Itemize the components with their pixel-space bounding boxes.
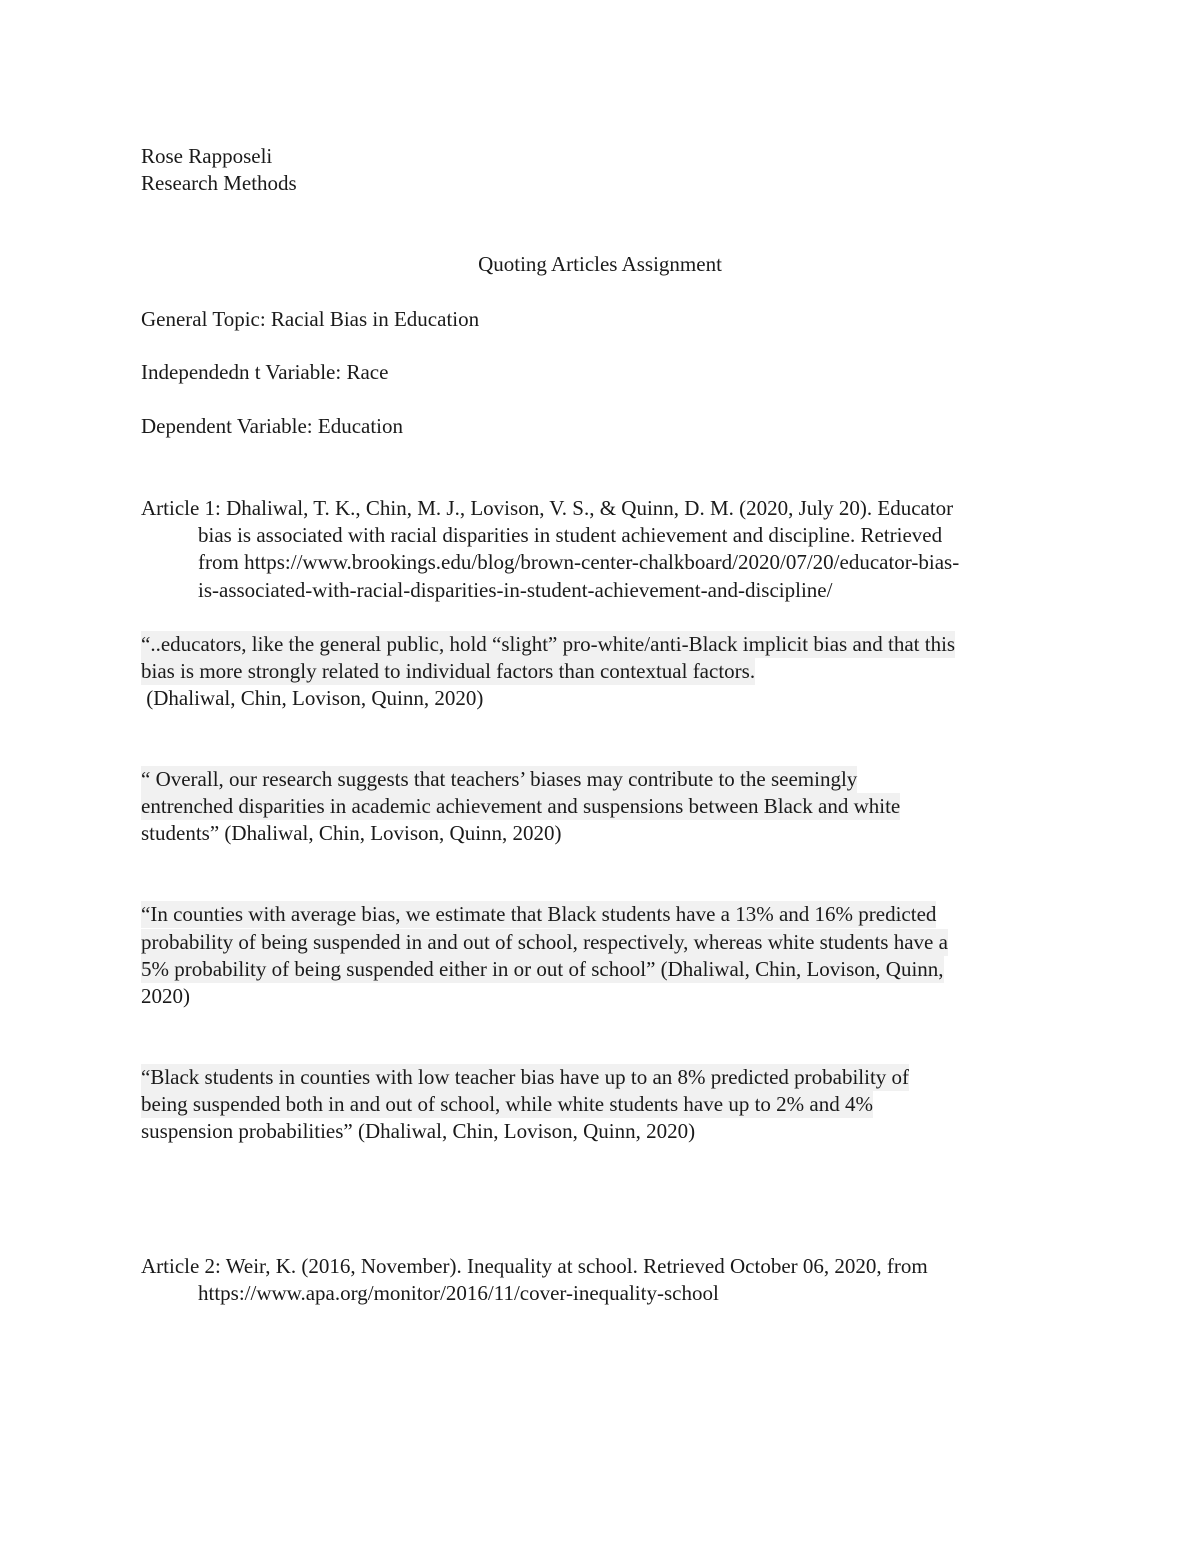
page-title: Quoting Articles Assignment (478, 252, 722, 276)
citation-line: from https://www.brookings.edu/blog/brown-center-chalkboard/2020/07/20/educator-bias- (198, 550, 960, 574)
quote-line: “Black students in counties with low teacher bias have up to an 8% predicted probability of (141, 1065, 910, 1089)
quote-line: probability of being suspended in and out of school, respectively, whereas white students have a (141, 930, 948, 954)
quote-line: being suspended both in and out of school, while white students have up to 2% and 4% (141, 1092, 873, 1116)
citation-line: Article 1: Dhaliwal, T. K., Chin, M. J., Lovison, V. S., & Quinn, D. M. (2020, July 20). Educator (141, 496, 954, 520)
quote-line: 5% probability of being suspended either in or out of school” (Dhaliwal, Chin, Lovison, Quinn, (141, 957, 944, 981)
quote-citation: (Dhaliwal, Chin, Lovison, Quinn, 2020) (141, 686, 484, 710)
citation-line: Article 2: Weir, K. (2016, November). Inequality at school. Retrieved October 06, 2020, from (141, 1254, 928, 1278)
quote-line: “ Overall, our research suggests that teachers’ biases may contribute to the seemingly (141, 767, 858, 791)
citation-line: bias is associated with racial disparities in student achievement and discipline. Retrieved (198, 523, 943, 547)
quote-line: suspension probabilities” (Dhaliwal, Chin, Lovison, Quinn, 2020) (141, 1119, 696, 1143)
quote-line: bias is more strongly related to individual factors than contextual factors. (141, 659, 756, 683)
course-name: Research Methods (141, 171, 297, 195)
quote-line: “In counties with average bias, we estimate that Black students have a 13% and 16% predicted (141, 902, 937, 926)
independent-variable: Independedn t Variable: Race (141, 360, 389, 384)
quote-line: entrenched disparities in academic achievement and suspensions between Black and white (141, 794, 901, 818)
quote-line: 2020) (141, 984, 190, 1008)
citation-line: https://www.apa.org/monitor/2016/11/cover-inequality-school (198, 1281, 719, 1305)
citation-line: is-associated-with-racial-disparities-in-student-achievement-and-discipline/ (198, 578, 833, 602)
author-name: Rose Rapposeli (141, 144, 273, 168)
quote-line: students” (Dhaliwal, Chin, Lovison, Quinn, 2020) (141, 821, 562, 845)
quote-line: “..educators, like the general public, hold “slight” pro-white/anti-Black implicit bias and that this (141, 632, 956, 656)
general-topic: General Topic: Racial Bias in Education (141, 307, 480, 331)
dependent-variable: Dependent Variable: Education (141, 414, 404, 438)
